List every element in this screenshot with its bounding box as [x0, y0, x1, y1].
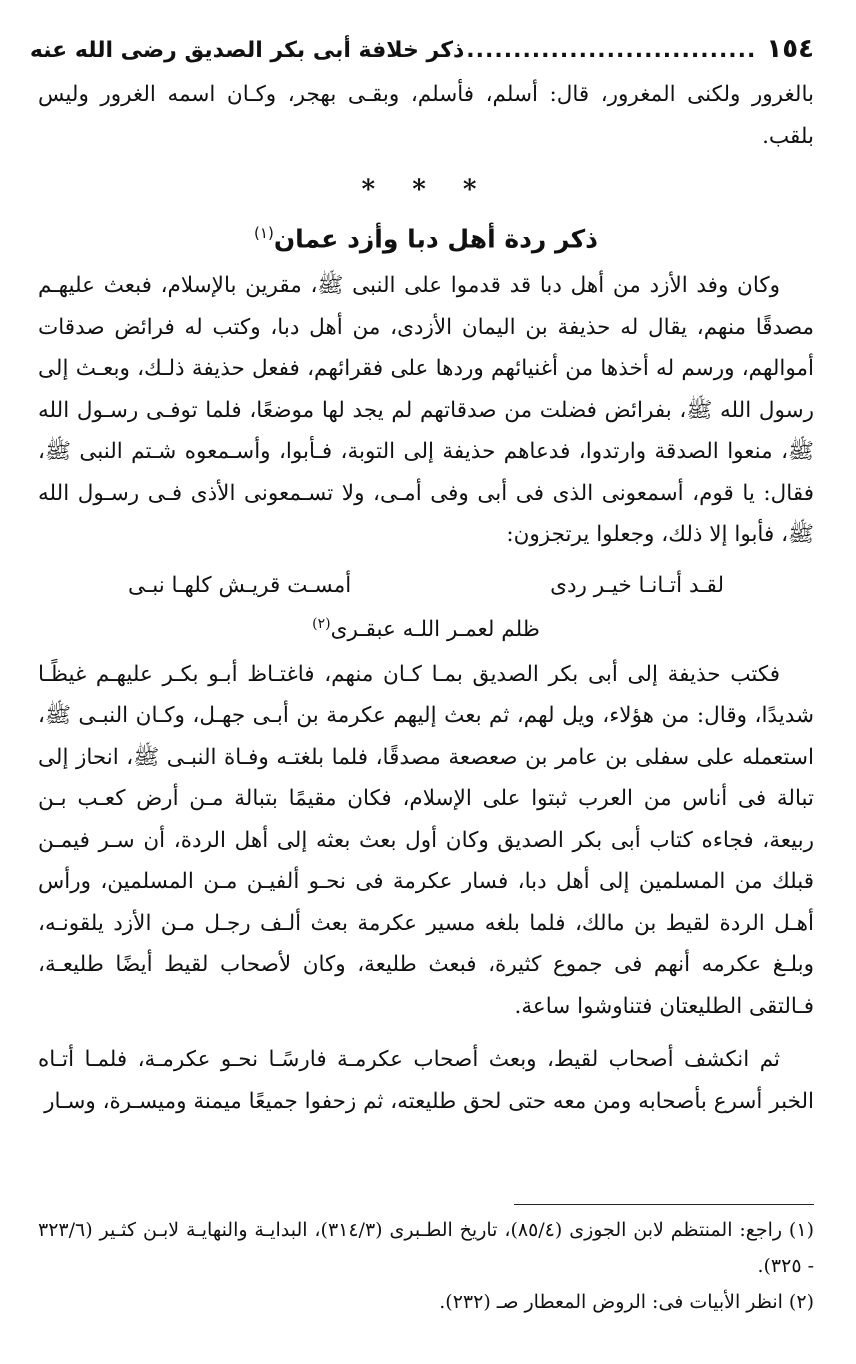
- footnotes: [38, 1212, 814, 1320]
- page-body: [38, 74, 814, 1122]
- body-paragraph-2: فكتب حذيفة إلى أبى بكر الصديق بمـا كـان منهم، فاغتـاظ أبـو بكـر عليهـم غيظًـا شديدًا، وقال: من هؤلاء، ويل لهم، ثم بعث إليهم عكرمة بن أبـى جهـل، وكـان النبـى ﷺ، استعمله على سفلى بن عامر بن صعصعة مصدقًا، فلما بلغتـه وفـاة النبـى ﷺ، انحاز إلى تبالة فى أناس من العرب ثبتوا على الإسلام، فكان مقيمًا بتبالة مـن أرض كعـب بـن ربيعة، فجاءه كتاب أبى بكر الصديق وكان أول بعث بعثه إلى أهل الردة، أن سـر فيمـن قبلك من المسلمين إلى أهل دبا، فسار عكرمة فى نحـو ألفيـن مـن المسلمين، ورأس أهـل الردة لقيط بن مالك، فلما بلغه مسير عكرمة بعث ألـف رجـل مـن الأزد يلقونـه، وبلـغ عكرمه أنهم فى جموع كثيرة، فبعث طليعة، وكان لأصحاب لقيط أيضًا طليعـة، فـالتقى الطليعتان فتناوشوا ساعة.: [38, 661, 814, 1019]
- section-heading: [38, 213, 814, 253]
- body-paragraph-3: ثم انكشف أصحاب لقيط، وبعث أصحاب عكرمـة فارسًـا نحـو عكرمـة، فلمـا أتـاه الخبر أسرع بأصحابه ومن معه حتى لحق طليعته، ثم زحفوا جميعًا ميمنة وميسـرة، وسـار: [38, 1047, 814, 1114]
- poem-line-2-text: ظلم لعمـر اللـه عبقـرى: [330, 616, 540, 642]
- poem-line-1: [38, 566, 814, 606]
- footnote-divider: [514, 1204, 814, 1205]
- poem-footnote-marker: (٢): [312, 615, 331, 632]
- running-title: ذكر خلافة أبى بكر الصديق رضى الله عنه: [29, 38, 465, 63]
- opening-paragraph: بالغرور ولكنى المغرور، قال: أسلم، فأسلم، وبقـى بهجر، وكـان اسمه الغرور وليس بلقب.: [38, 82, 814, 149]
- poem-line-2: [38, 606, 814, 648]
- body-paragraph-1: وكان وفد الأزد من أهل دبا قد قدموا على النبى ﷺ، مقرين بالإسلام، فبعث عليهـم مصدقًا منهم، يقال له حذيفة بن اليمان الأزدى، من أهل دبا، وكتب له فرائض صدقات أموالهم، ورسم له أخذها من أغنيائهم وردها على فقرائهم، ففعل حذيفة ذلـك، وبعـث إلى رسول الله ﷺ، بفرائض فضلت من صدقاتهم لم يجد لها موضعًا، فلما توفـى رسـول الله ﷺ، منعوا الصدقة وارتدوا، فدعاهم حذيفة إلى التوبة، فـأبوا، وأسـمعوه شـتم النبى ﷺ، فقال: يا قوم، أسمعونى الذى فى أبى وفى أمـى، ولا تسـمعونى الأذى فـى رسـول الله ﷺ، فأبوا إلا ذلك، وجعلوا يرتجزون:: [38, 273, 814, 547]
- heading-footnote-marker: (١): [254, 224, 274, 242]
- footnote-1: (١) راجع: المنتظم لابن الجوزى (٨٥/٤)، تاريخ الطـبرى (٣١٤/٣)، البدايـة والنهايـة لابـن كثـير (٣٢٣/٦ - ٣٢٥).: [38, 1219, 814, 1277]
- poem-hemistich-1: لقـد أتـانـا خيـر ردى: [550, 572, 724, 598]
- header-dot-leader: ...............................: [466, 38, 757, 63]
- page-header: [29, 34, 814, 74]
- poem-hemistich-2: أمسـت قريـش كلهـا نبـى: [128, 572, 352, 598]
- section-separator: * * *: [361, 175, 491, 205]
- poem-verse: [38, 566, 814, 648]
- page-number: ١٥٤: [766, 34, 814, 64]
- section-heading-text: ذكر ردة أهل دبا وأزد عمان: [273, 224, 598, 254]
- footnote-2: (٢) انظر الأبيات فى: الروض المعطار صـ (٢٣٢).: [439, 1291, 814, 1313]
